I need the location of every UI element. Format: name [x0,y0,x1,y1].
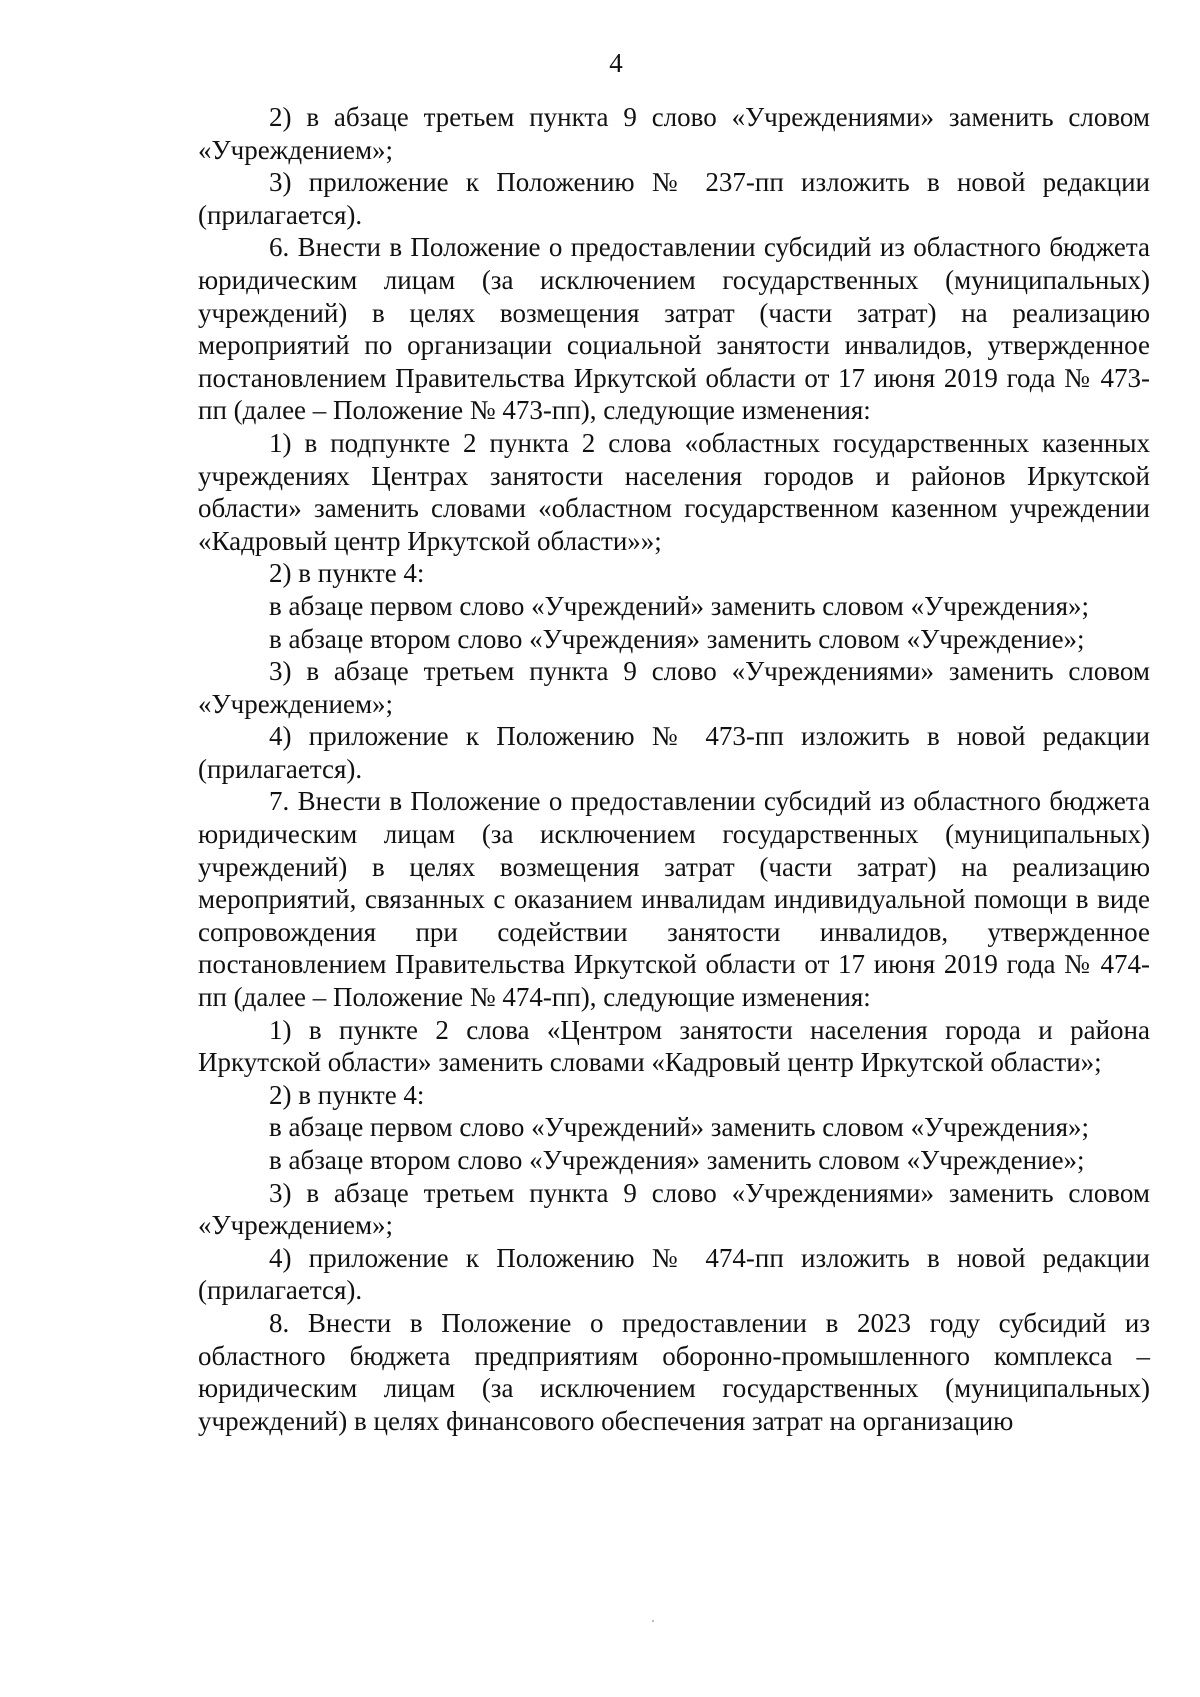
paragraph-section-8: 8. Внести в Положение о предоставлении в 2023 году субсидий из областного бюджета предприятиям оборонно-промышленного комплекса – юридическим лицам (за исключением государственных (муниципальных) учреждений) в целях финансового обеспечения затрат на организацию [198,1307,1150,1436]
paragraph-item-2-3: 2) в абзаце третьем пункта 9 слово «Учреждениями» заменить словом «Учреждением»; [198,102,1150,165]
document-body [198,101,1150,1437]
paragraph-section-6: 6. Внести в Положение о предоставлении субсидий из областного бюджета юридическим лицам (за исключением государственных (муниципальных) учреждений) в целях возмещения затрат (части затрат) на реализацию мероприятий по организации социальной занятости инвалидов, утвержденное постановлением Правительства Иркутской области от 17 июня 2019 года № 473-пп (далее – Положение № 473-пп), следующие изменения: [198,232,1150,426]
paragraph-6-item-2-a: в абзаце первом слово «Учреждений» заменить словом «Учреждения»; [269,590,1089,621]
paragraph-7-item-3: 3) в абзаце третьем пункта 9 слово «Учреждениями» заменить словом «Учреждением»; [198,1177,1150,1241]
scan-artifact [652,1620,654,1622]
paragraph-item-3-5: 3) приложение к Положению № 237-пп изложить в новой редакции (прилагается). [198,167,1150,230]
paragraph-6-item-1: 1) в подпункте 2 пункта 2 слова «областных государственных казенных учреждениях Центрах занятости населения городов и районов Иркутской области» заменить словами «областном государственном казенном учреждении «Кадровый центр Иркутской области»»; [198,427,1150,556]
paragraph-section-7: 7. Внести в Положение о предоставлении субсидий из областного бюджета юридическим лицам (за исключением государственных (муниципальных) учреждений) в целях возмещения затрат (части затрат) на реализацию мероприятий, связанных с оказанием инвалидам индивидуальной помощи в виде сопровождения при содействии занятости инвалидов, утвержденное постановлением Правительства Иркутской области от 17 июня 2019 года № 474-пп (далее – Положение № 474-пп), следующие изменения: [198,786,1150,1013]
paragraph-7-item-2-a: в абзаце первом слово «Учреждений» заменить словом «Учреждения»; [269,1112,1089,1143]
paragraph-6-item-2-b: в абзаце втором слово «Учреждения» заменить словом «Учреждение»; [269,623,1085,654]
paragraph-7-item-2-b: в абзаце втором слово «Учреждения» заменить словом «Учреждение»; [269,1145,1085,1175]
paragraph-6-item-3: 3) в абзаце третьем пункта 9 слово «Учреждениями» заменить словом «Учреждением»; [198,656,1150,719]
paragraph-7-item-1: 1) в пункте 2 слова «Центром занятости населения города и района Иркутской области» заменить словами «Кадровый центр Иркутской области»; [198,1014,1150,1078]
paragraph-7-item-2: 2) в пункте 4: [269,1079,425,1110]
page-number: 4 [609,48,623,78]
paragraph-7-item-4: 4) приложение к Положению № 474-пп изложить в новой редакции (прилагается). [198,1242,1150,1306]
paragraph-6-item-4: 4) приложение к Положению № 473-пп изложить в новой редакции (прилагается). [198,721,1150,784]
paragraph-6-item-2: 2) в пункте 4: [269,558,425,589]
